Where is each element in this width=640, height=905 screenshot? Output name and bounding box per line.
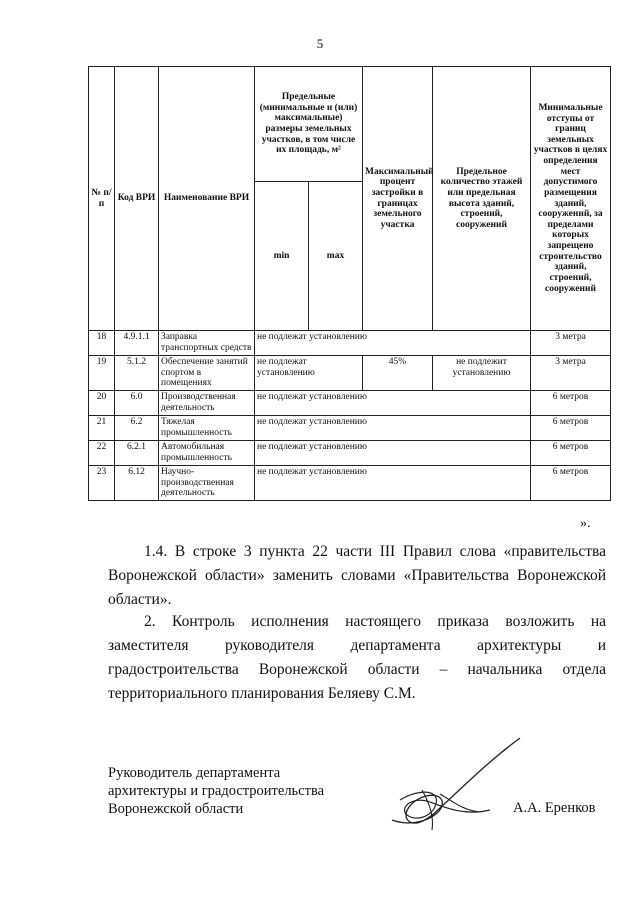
table-row bbox=[89, 390, 611, 415]
cell-code: 6.0 bbox=[115, 390, 159, 415]
header-max: max bbox=[309, 182, 363, 331]
header-setbacks: Минимальные отступы от границ земельных участков в целях определения мест допустимого размещения зданий, сооружений, за пределами которых запрещено строительство зданий, строений, сооружений bbox=[531, 67, 611, 331]
table-row bbox=[89, 331, 611, 356]
cell-num: 21 bbox=[89, 415, 115, 440]
cell-num: 18 bbox=[89, 331, 115, 356]
header-floors: Предельное количество этажей или предельная высота зданий, строений, сооружений bbox=[433, 67, 531, 331]
cell-sizes: не подлежат установлению bbox=[255, 331, 531, 356]
cell-num: 19 bbox=[89, 356, 115, 391]
cell-code: 6.12 bbox=[115, 465, 159, 500]
cell-name: Производственная деятельность bbox=[159, 390, 255, 415]
cell-sizes: не подлежат установлению bbox=[255, 356, 363, 391]
signatory-position bbox=[108, 764, 324, 818]
cell-num: 20 bbox=[89, 390, 115, 415]
paragraph-1-4: 1.4. В строке 3 пункта 22 части III Правил слова «правительства Воронежской области» заменить словами «Правительства Воронежской области». bbox=[108, 543, 606, 608]
cell-sizes: не подлежат установлению bbox=[255, 465, 531, 500]
cell-setback: 6 метров bbox=[531, 465, 611, 500]
cell-name: Научно-производственная деятельность bbox=[159, 465, 255, 500]
cell-percent: 45% bbox=[363, 356, 433, 391]
header-code: Код ВРИ bbox=[115, 67, 159, 331]
regulations-table bbox=[88, 66, 611, 501]
page-number: 5 bbox=[316, 36, 324, 51]
paragraph-2: 2. Контроль исполнения настоящего приказа возложить на заместителя руководителя департамента архитектуры и градостроительства Воронежской области – начальника отдела территориального планирования Беляеву С.М. bbox=[108, 613, 606, 702]
header-num: № п/п bbox=[89, 67, 115, 331]
cell-setback: 6 метров bbox=[531, 390, 611, 415]
cell-num: 22 bbox=[89, 440, 115, 465]
table-row bbox=[89, 415, 611, 440]
signatory-position-line: Воронежской области bbox=[108, 801, 244, 817]
cell-num: 23 bbox=[89, 465, 115, 500]
header-min: min bbox=[255, 182, 309, 331]
signatory-name: А.А. Еренков bbox=[513, 800, 596, 816]
cell-sizes: не подлежат установлению bbox=[255, 415, 531, 440]
cell-code: 6.2 bbox=[115, 415, 159, 440]
cell-setback: 3 метра bbox=[531, 331, 611, 356]
cell-setback: 6 метров bbox=[531, 440, 611, 465]
cell-name: Заправка транспортных средств bbox=[159, 331, 255, 356]
cell-sizes: не подлежат установлению bbox=[255, 390, 531, 415]
cell-setback: 3 метра bbox=[531, 356, 611, 391]
cell-code: 4.9.1.1 bbox=[115, 331, 159, 356]
cell-code: 5.1.2 bbox=[115, 356, 159, 391]
cell-name: Автомобильная промышленность bbox=[159, 440, 255, 465]
signatory-position-line: Руководитель департамента bbox=[108, 765, 281, 781]
handwritten-signature bbox=[370, 730, 540, 840]
header-percent: Максимальный процент застройки в границах земельного участка bbox=[363, 67, 433, 331]
table-row bbox=[89, 465, 611, 500]
signatory-position-line: архитектуры и градостроительства bbox=[108, 783, 325, 799]
cell-setback: 6 метров bbox=[531, 415, 611, 440]
cell-floors: не подлежит установлению bbox=[433, 356, 531, 391]
header-name: Наименование ВРИ bbox=[159, 67, 255, 331]
cell-name: Тяжелая промышленность bbox=[159, 415, 255, 440]
cell-name: Обеспечение занятий спортом в помещениях bbox=[159, 356, 255, 391]
closing-quote: ». bbox=[580, 516, 591, 531]
table-row bbox=[89, 440, 611, 465]
cell-code: 6.2.1 bbox=[115, 440, 159, 465]
cell-sizes: не подлежат установлению bbox=[255, 440, 531, 465]
table-row bbox=[89, 356, 611, 391]
header-sizes: Предельные (минимальные и (или) максимальные) размеры земельных участков, в том числе их площадь, м² bbox=[255, 67, 363, 182]
